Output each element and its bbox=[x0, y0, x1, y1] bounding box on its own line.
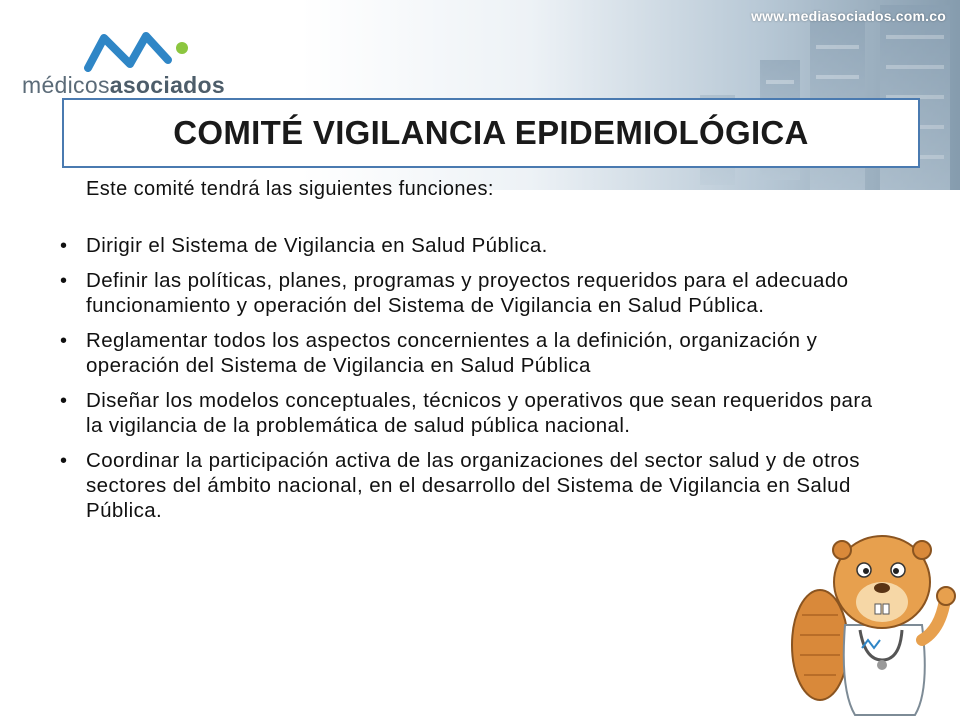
bullet-icon: • bbox=[60, 390, 68, 412]
bullet-text: Diseñar los modelos conceptuales, técnicos y operativos que sean requeridos para la vigilancia de la problemática de salud pública nacional. bbox=[86, 389, 873, 437]
list-item bbox=[50, 448, 880, 523]
bullet-icon: • bbox=[60, 450, 68, 472]
company-logo bbox=[22, 30, 242, 100]
bullet-text: Dirigir el Sistema de Vigilancia en Salud Pública. bbox=[86, 234, 548, 257]
logo-prefix: médicos bbox=[22, 72, 110, 98]
slide-title: COMITÉ VIGILANCIA EPIDEMIOLÓGICA bbox=[173, 114, 809, 151]
list-item bbox=[50, 233, 880, 258]
bullet-list bbox=[50, 233, 880, 533]
bullet-icon: • bbox=[60, 330, 68, 352]
bullet-text: Reglamentar todos los aspectos concernientes a la definición, organización y operación del Sistema de Vigilancia en Salud Pública bbox=[86, 329, 818, 377]
list-item bbox=[50, 388, 880, 438]
title-box bbox=[62, 98, 920, 168]
bullet-icon: • bbox=[60, 270, 68, 292]
bullet-icon: • bbox=[60, 235, 68, 257]
bullet-text: Coordinar la participación activa de las organizaciones del sector salud y de otros sectores del ámbito nacional, en el desarrollo del Sistema de Vigilancia en Salud Pública. bbox=[86, 449, 860, 522]
intro-text: Este comité tendrá las siguientes funciones: bbox=[86, 178, 494, 200]
logo-wave-icon bbox=[82, 30, 192, 72]
logo-text bbox=[22, 72, 225, 99]
list-item bbox=[50, 328, 880, 378]
bullet-text: Definir las políticas, planes, programas y proyectos requeridos para el adecuado funcionamiento y operación del Sistema de Vigilancia en Salud Pública. bbox=[86, 269, 849, 317]
website-url[interactable]: www.mediasociados.com.co bbox=[751, 8, 946, 24]
logo-suffix: asociados bbox=[109, 72, 225, 98]
list-item bbox=[50, 268, 880, 318]
beaver-doctor-mascot-icon bbox=[790, 520, 960, 720]
